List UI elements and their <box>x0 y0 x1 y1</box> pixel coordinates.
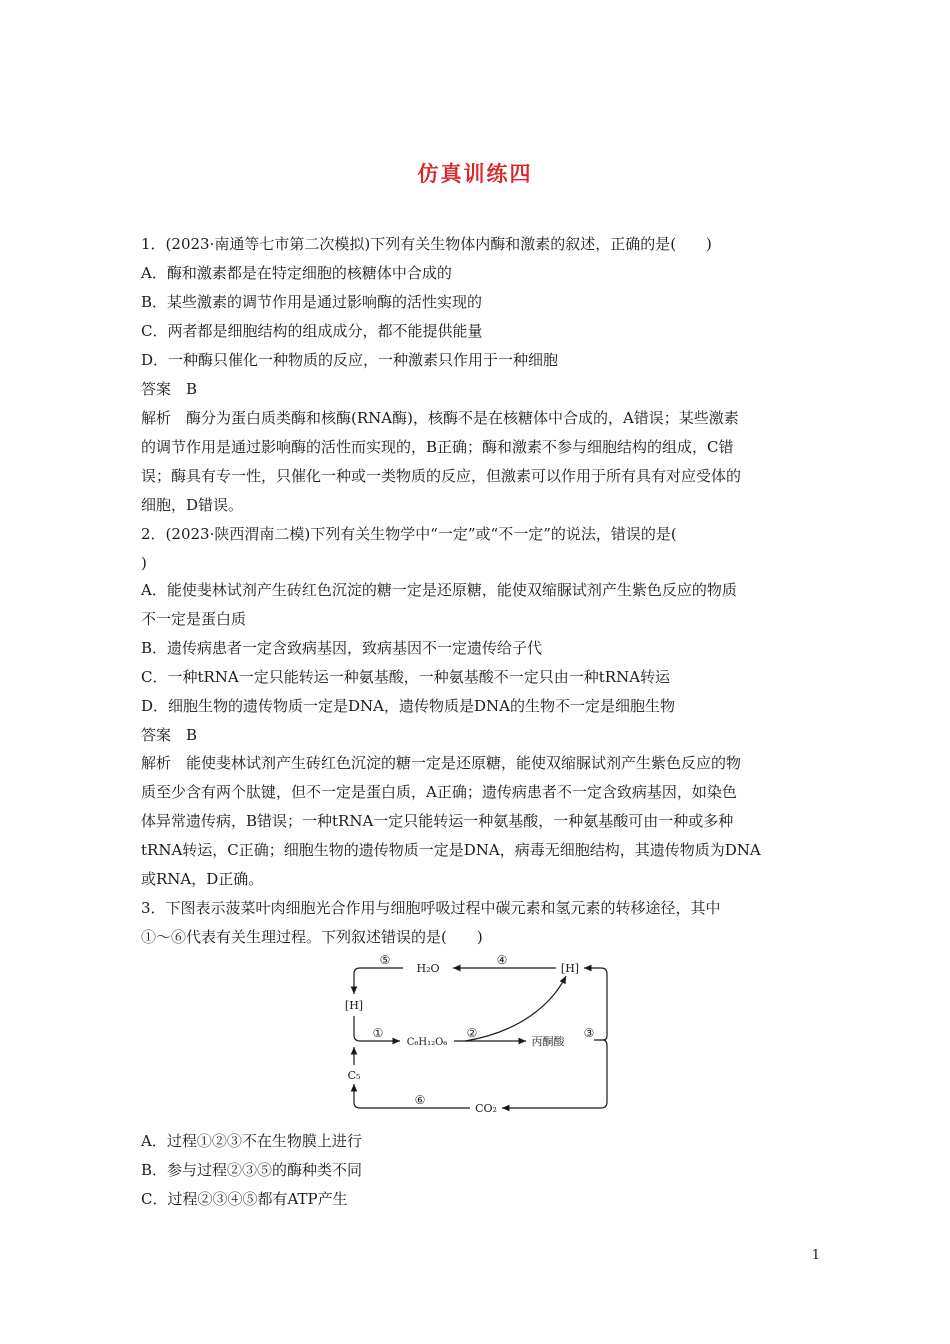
q2-explanation-line: 或RNA，D正确。 <box>141 870 264 888</box>
q2-stem-cont: ) <box>141 554 147 572</box>
q1-stem: 1．(2023·南通等七市第二次模拟)下列有关生物体内酶和激素的叙述，正确的是( ) <box>141 235 712 253</box>
arrow-co2-to-c5 <box>354 1084 470 1108</box>
carbon-hydrogen-pathway-diagram <box>330 952 620 1120</box>
q1-explanation-line: 解析 酶分为蛋白质类酶和核酶(RNA酶)，核酶不是在核糖体中合成的，A错误；某些激素 <box>141 409 739 427</box>
q2-option-a: A．能使斐林试剂产生砖红色沉淀的糖一定是还原糖，能使双缩脲试剂产生紫色反应的物质 <box>141 581 737 599</box>
q1-answer: 答案 B <box>141 380 198 398</box>
q3-option-c: C．过程②③④⑤都有ATP产生 <box>141 1190 348 1208</box>
step-2-label: ② <box>466 1026 478 1040</box>
h-top-label: [H] <box>560 962 580 975</box>
q2-explanation-line: tRNA转运，C正确；细胞生物的遗传物质一定是DNA，病毒无细胞结构，其遗传物质为DNA <box>141 841 761 859</box>
q2-option-a-cont: 不一定是蛋白质 <box>141 610 247 628</box>
step-4-label: ④ <box>496 953 508 967</box>
q2-answer: 答案 B <box>141 726 198 744</box>
h-left-label: [H] <box>344 999 364 1012</box>
q1-explanation-line: 细胞，D错误。 <box>141 496 244 514</box>
q2-option-b: B．遗传病患者一定含致病基因，致病基因不一定遗传给子代 <box>141 639 543 657</box>
q1-option-a: A．酶和激素都是在特定细胞的核糖体中合成的 <box>141 264 452 282</box>
step-1-label: ① <box>372 1026 384 1040</box>
c5-label: C₅ <box>347 1069 361 1082</box>
co2-label: CO₂ <box>475 1102 497 1115</box>
q3-option-a: A．过程①②③不在生物膜上进行 <box>141 1132 362 1150</box>
q3-option-b: B．参与过程②③⑤的酶种类不同 <box>141 1161 363 1179</box>
q3-stem: 3．下图表示菠菜叶肉细胞光合作用与细胞呼吸过程中碳元素和氢元素的转移途径，其中 <box>141 899 721 917</box>
step-5-label: ⑤ <box>379 953 391 967</box>
q3-stem-cont: ①～⑥代表有关生理过程。下列叙述错误的是( ) <box>141 928 483 946</box>
q1-option-b: B．某些激素的调节作用是通过影响酶的活性实现的 <box>141 293 483 311</box>
q2-stem: 2．(2023·陕西渭南二模)下列有关生物学中“一定”或“不一定”的说法，错误的是( <box>141 525 677 543</box>
q1-option-c: C．两者都是细胞结构的组成成分，都不能提供能量 <box>141 322 483 340</box>
q2-explanation-line: 质至少含有两个肽键，但不一定是蛋白质，A正确；遗传病患者不一定含致病基因，如染色 <box>141 783 737 801</box>
page-number: 1 <box>811 1248 820 1263</box>
q2-explanation-line: 体异常遗传病，B错误；一种tRNA一定只能转运一种氨基酸，一种氨基酸可由一种或多种 <box>141 812 734 830</box>
arrow-h2o-to-h <box>354 968 403 994</box>
arrow-curve-to-h <box>465 976 566 1041</box>
q1-explanation-line: 的调节作用是通过影响酶的活性而实现的，B正确；酶和激素不参与细胞结构的组成，C错 <box>141 438 734 456</box>
arrow-to-co2 <box>502 1040 607 1108</box>
glucose-label: C₆H₁₂O₆ <box>406 1037 448 1048</box>
q1-explanation-line: 误；酶具有专一性，只催化一种或一类物质的反应，但激素可以作用于所有具有对应受体的 <box>141 467 742 485</box>
q2-explanation-line: 解析 能使斐林试剂产生砖红色沉淀的糖一定是还原糖，能使双缩脲试剂产生紫色反应的物 <box>141 754 742 772</box>
q2-option-d: D．细胞生物的遗传物质一定是DNA，遗传物质是DNA的生物不一定是细胞生物 <box>141 697 675 715</box>
h2o-label: H₂O <box>416 962 440 975</box>
step-6-label: ⑥ <box>414 1093 426 1107</box>
q2-option-c: C．一种tRNA一定只能转运一种氨基酸，一种氨基酸不一定只由一种tRNA转运 <box>141 668 671 686</box>
q1-option-d: D．一种酶只催化一种物质的反应，一种激素只作用于一种细胞 <box>141 351 559 369</box>
step-3-label: ③ <box>583 1026 595 1040</box>
page-title: 仿真训练四 <box>417 162 533 186</box>
pyruvate-label: 丙酮酸 <box>531 1035 565 1048</box>
